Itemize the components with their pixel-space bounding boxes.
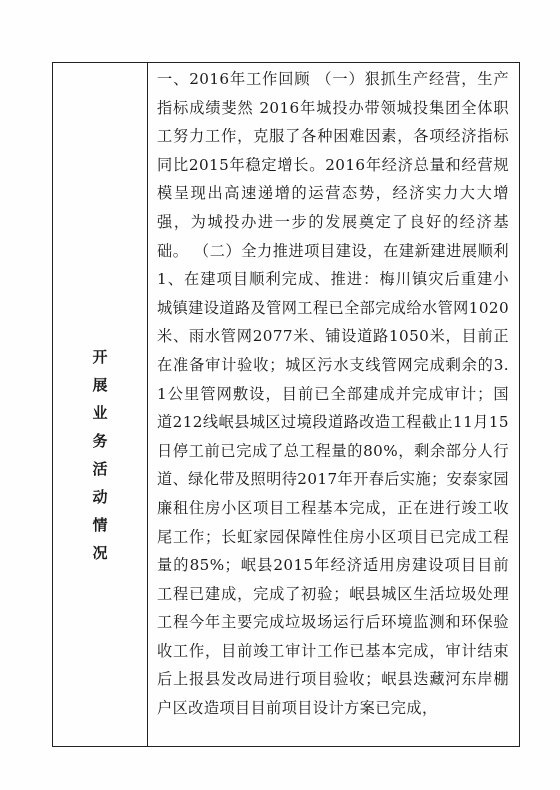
column-divider [147,63,148,746]
section-label-char: 活 [92,460,108,478]
section-label-char: 开 [92,348,108,366]
content-cell [157,65,509,745]
section-label-char: 况 [92,544,108,562]
section-label-cell [53,63,147,746]
form-table [52,62,520,747]
section-label-char: 情 [92,516,108,534]
activity-report-text: 一、2016年工作回顾 （一）狠抓生产经营，生产指标成绩斐然 2016年城投办带领城投集团全体职工努力工作，克服了各种困难因素，各项经济指标同比2015年稳定增长。2016年经济总量和经营规模呈现出高速递增的运营态势，经济实力大大增强，为城投办进一步的发展奠定了良好的经济基础。 （二）全力推进项目建设，在建新建进展顺利 1、在建项目顺利完成、推进：梅川镇灾后重建小城镇建设道路及管网工程已全部完成给水管网1020米、雨水管网2077米、铺设道路1050米，目前正在准备审计验收；城区污水支线管网完成剩余的3.1公里管网敷设，目前已全部建成并完成审计；国道212线岷县城区过境段道路改造工程截止11月15日停工前已完成了总工程量的80%，剩余部分人行道、绿化带及照明待2017年开春后实施；安泰家园廉租住房小区项目工程基本完成，正在进行竣工收尾工作；长虹家园保障性住房小区项目已完成工程量的85%；岷县2015年经济适用房建设项目目前工程已建成，完成了初验；岷县城区生活垃圾处理工程今年主要完成垃圾场运行后环境监测和环保验收工作，目前竣工审计工作已基本完成，审计结束后上报县发改局进行项目验收；岷县迭藏河东岸棚户区改造项目目前项目设计方案已完成， [157,70,509,718]
section-label-char: 务 [92,432,108,450]
section-label-char: 业 [92,404,108,422]
section-label [53,343,147,567]
section-label-char: 展 [92,376,108,394]
section-label-char: 动 [92,488,108,506]
